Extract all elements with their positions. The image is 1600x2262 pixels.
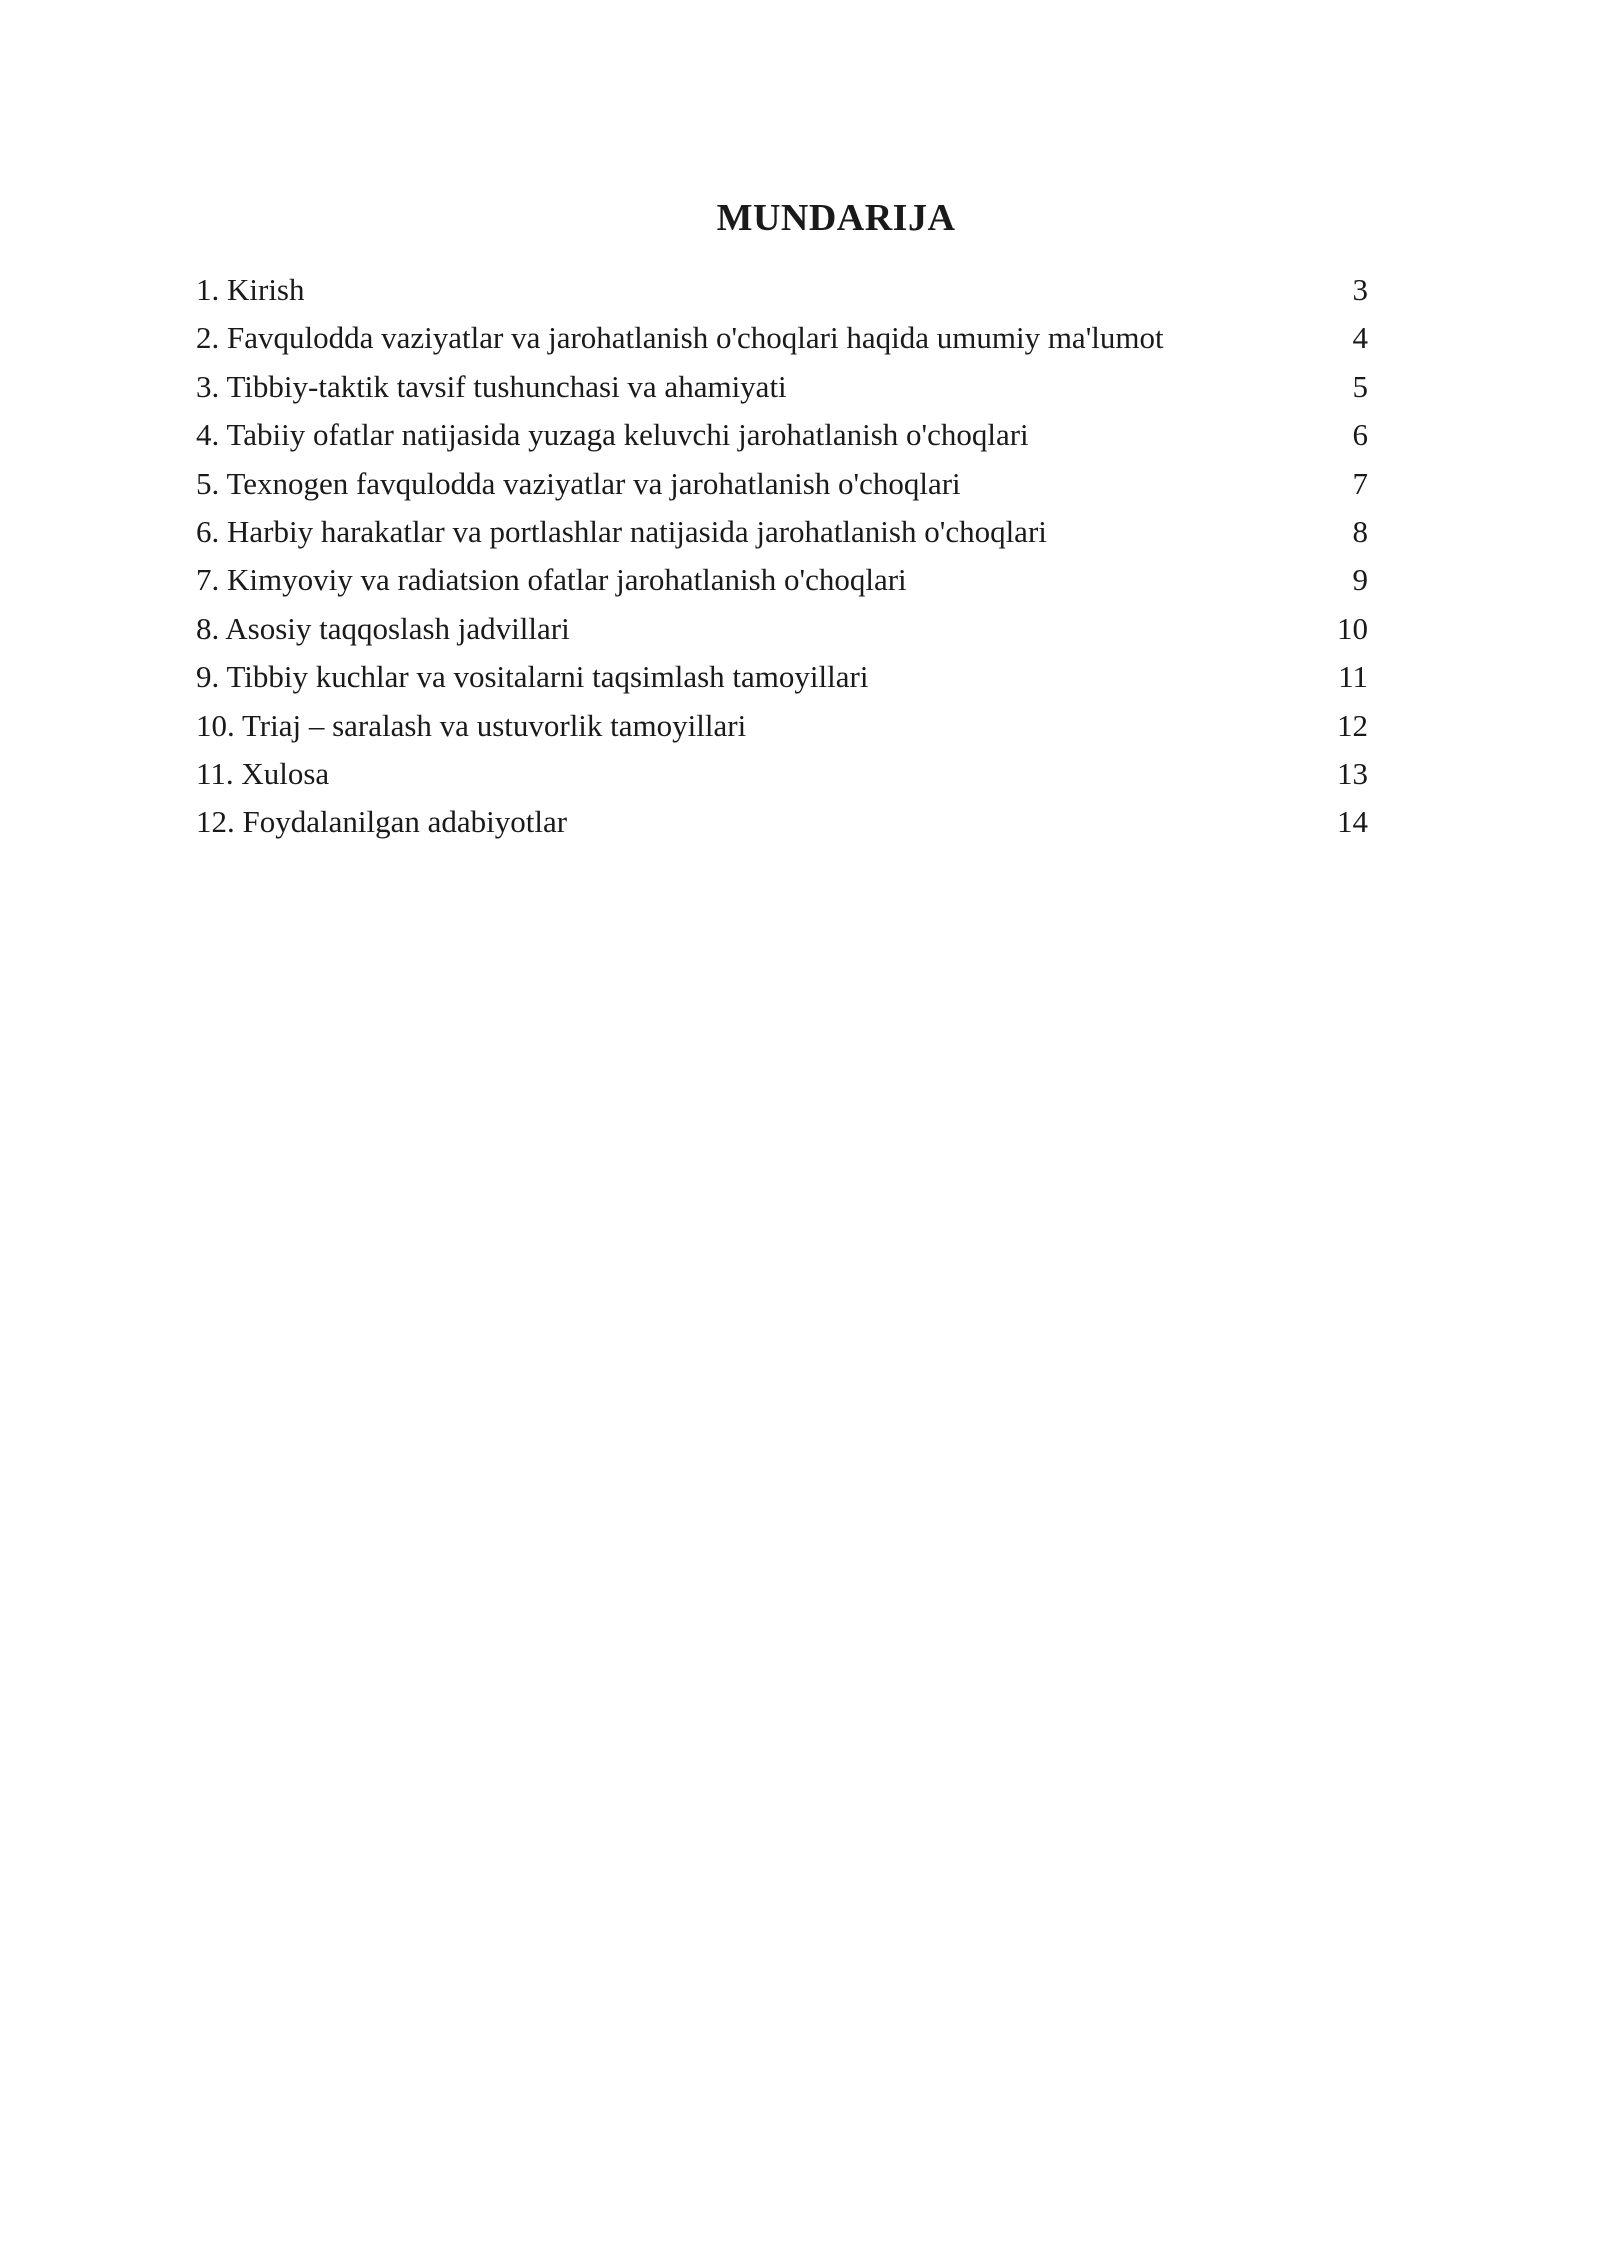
toc-entry-page: 9 [1352, 562, 1368, 598]
toc-entry-page: 6 [1352, 417, 1368, 453]
toc-entry-title: 8. Asosiy taqqoslash jadvillari [196, 610, 570, 646]
toc-entry [196, 558, 1368, 606]
table-of-contents [196, 268, 1368, 849]
toc-entry [196, 462, 1368, 510]
toc-entry-title: 1. Kirish [196, 272, 305, 307]
toc-entry-title: 4. Tabiiy ofatlar natijasida yuzaga keluvchi jarohatlanish o'choqlari [196, 417, 1029, 453]
toc-entry-page: 11 [1338, 659, 1368, 695]
toc-entry-title: 2. Favqulodda vaziyatlar va jarohatlanish o'choqlari haqida umumiy ma'lumot [196, 320, 1164, 356]
toc-entry [196, 413, 1368, 461]
toc-entry [196, 365, 1368, 413]
toc-entry-page: 3 [1352, 272, 1368, 307]
toc-entry-page: 5 [1352, 368, 1368, 404]
toc-entry-page: 14 [1337, 804, 1368, 840]
toc-entry-page: 12 [1337, 707, 1368, 743]
toc-entry-title: 7. Kimyoviy va radiatsion ofatlar jarohatlanish o'choqlari [196, 562, 907, 598]
toc-entry [196, 607, 1368, 655]
toc-entry-page: 13 [1337, 755, 1368, 791]
toc-entry [196, 800, 1368, 848]
toc-entry-title: 9. Tibbiy kuchlar va vositalarni taqsimlash tamoyillari [196, 659, 869, 695]
toc-entry [196, 510, 1368, 558]
toc-entry-page: 10 [1337, 610, 1368, 646]
toc-entry [196, 655, 1368, 703]
toc-entry-page: 8 [1352, 513, 1368, 549]
toc-entry [196, 316, 1368, 364]
toc-entry-title: 3. Tibbiy-taktik tavsif tushunchasi va ahamiyati [196, 368, 787, 404]
toc-title: MUNDARIJA [716, 197, 956, 239]
toc-entry-title: 10. Triaj – saralash va ustuvorlik tamoyillari [196, 707, 747, 743]
toc-entry-title: 6. Harbiy harakatlar va portlashlar natijasida jarohatlanish o'choqlari [196, 513, 1047, 549]
toc-entry [196, 704, 1368, 752]
toc-entry [196, 268, 1368, 316]
toc-entry-page: 4 [1352, 320, 1368, 356]
toc-entry-title: 5. Texnogen favqulodda vaziyatlar va jarohatlanish o'choqlari [196, 465, 961, 501]
toc-entry [196, 752, 1368, 800]
toc-entry-page: 7 [1352, 465, 1368, 501]
toc-entry-title: 11. Xulosa [196, 755, 330, 791]
toc-entry-title: 12. Foydalanilgan adabiyotlar [196, 804, 568, 840]
